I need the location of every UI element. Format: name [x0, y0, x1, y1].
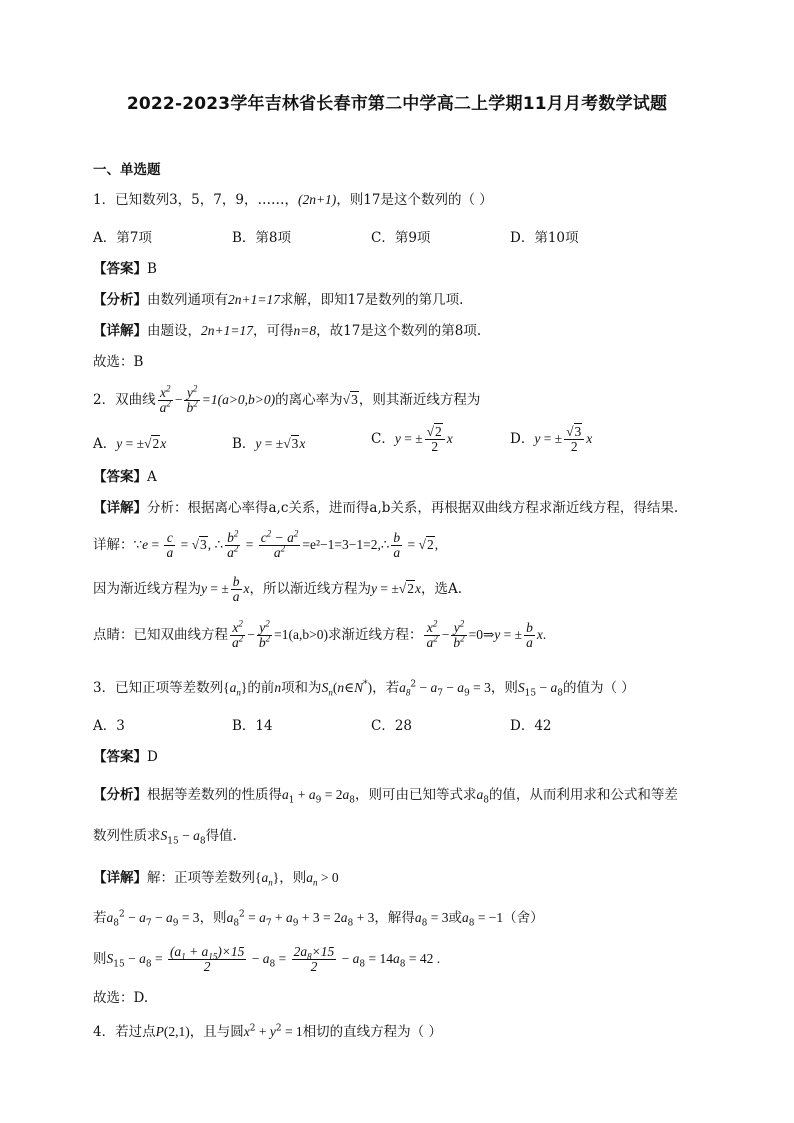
q1-final-value: B — [133, 354, 144, 370]
q2-detail-3: 因为渐近线方程为y = ± $\frac{b}{a}$ x，所以渐近线方程为y = ±√2x，选A. — [93, 574, 463, 604]
q2-detail3-b: ，所以渐近线方程为 — [249, 581, 372, 597]
q1-option-b: B．第8项 — [232, 230, 292, 246]
q3-answer — [93, 747, 158, 767]
q2-detail3-a: 因为渐近线方程为 — [93, 581, 201, 597]
answer-label: 【答案】 — [93, 261, 147, 277]
q2-stem-b: 的离心率为 — [275, 392, 343, 408]
q1-analysis-b: 求解，即知17是数列的第几项. — [279, 292, 464, 308]
q2-detail — [93, 498, 678, 518]
q2-answer-value: A — [147, 469, 157, 485]
fraction: $\frac{2a_8\times 15}{2}$ — [293, 944, 335, 974]
q2-note-b: =1(a,b>0)求渐近线方程： — [274, 627, 423, 642]
answer-label: 【答案】 — [93, 749, 147, 765]
q3-analysis-b: ，则可由已知等式求 — [354, 787, 477, 803]
fraction: $\frac{√2}{2}$ — [425, 425, 445, 454]
q2-detail-text: 分析：根据离心率得a,c关系，进而得a,b关系，再根据双曲线方程求渐近线方程，得结果. — [147, 500, 679, 516]
choose-label: 故选： — [93, 990, 134, 1006]
q1-option-c: C．第9项 — [371, 230, 431, 246]
fraction: $\frac{y^2}{b^2}$ — [258, 618, 271, 650]
fraction: $\frac{x^2}{a^2}$ — [159, 383, 171, 415]
q1-detail-a: 由题设， — [147, 323, 201, 339]
fraction: $\frac{x^2}{a^2}$ — [232, 618, 244, 650]
q2-detail2-prefix: 详解： — [93, 537, 134, 553]
q3-stem-f: 的值为（ ） — [562, 680, 635, 696]
fraction: $\frac{x^2}{a^2}$ — [426, 618, 438, 650]
q1-detail-expr1: 2n+1=17 — [201, 323, 253, 338]
q3-detail-a: 解：正项等差数列 — [147, 870, 255, 886]
q2-answer — [93, 467, 157, 487]
q2-option-a: A．y = ±√2x — [93, 436, 167, 452]
q3-detail-if: 若$a_8^2 - a_7 - a_9 = 3$，则$a_8^2 = a_7 + a_9 + 3 = 2a_8 + 3$，解得$a_8 = 3$或$a_8 = -1$（舍） — [93, 909, 544, 929]
q4-stem-c: 相切的直线方程为（ ） — [302, 1024, 442, 1040]
q1-stem-b: ，则17是这个数列的（ ） — [336, 192, 493, 208]
q3-detail-then: 则$S_{15} - a_8$ = $\frac{(a_1 + a_{15})\times 15}{2}$ − $a_8$ = $\frac{2a_8\times 15}{2}$ − $a_8 = 14a_8 = 42$ . — [93, 944, 441, 974]
q2-stem-cond: =1(a>0,b>0) — [201, 392, 276, 407]
q1-stem-a: 1．已知数列3，5，7，9，……， — [93, 192, 298, 208]
q3-detail-b: ，则 — [279, 870, 307, 886]
fraction: $\frac{b^2}{a^2}$ — [227, 528, 239, 560]
fraction: $\frac{b}{a}$ — [393, 530, 401, 560]
q1-detail-c: ，故17是这个数列的第8项. — [316, 323, 482, 339]
q1-final — [93, 352, 143, 372]
q1-analysis-expr: 2n+1=17 — [228, 292, 280, 307]
detail-label: 【详解】 — [93, 323, 147, 339]
q3-final — [93, 988, 148, 1008]
q1-answer-value: B — [147, 261, 157, 277]
fraction: $\frac{b}{a}$ — [526, 620, 533, 650]
q2-detail3-c: ，选A. — [420, 581, 463, 597]
q4-stem: 4．若过点P(2,1)，且与圆$x^2 + y^2 = 1$相切的直线方程为（ ） — [93, 1023, 442, 1040]
page-title: 2022-2023学年吉林省长春市第二中学高二上学期11月月考数学试题 — [126, 94, 668, 114]
analysis-label: 【分析】 — [93, 787, 147, 803]
q2-option-c: C．y = ± $\frac{√2}{2}$ x — [371, 424, 453, 454]
q1-analysis-a: 由数列通项有 — [147, 292, 228, 308]
q2-option-b-label: B． — [232, 436, 256, 452]
detail-label: 【详解】 — [93, 870, 147, 886]
q2-stem: 2．双曲线 $\frac{x^2}{a^2}$ − $\frac{y^2}{b^2}$ =1(a>0,b>0)的离心率为√3，则其渐近线方程为 — [93, 383, 481, 415]
q3-if-d: 或 — [448, 910, 462, 926]
q3-option-a: A．3 — [93, 718, 125, 734]
q3-option-c: C．28 — [371, 718, 413, 734]
fraction: $\frac{y^2}{b^2}$ — [186, 383, 198, 415]
q4-stem-a: 4．若过点 — [93, 1024, 156, 1040]
q2-detail-2: 详解：∵e = $\frac{c}{a}$ = √3, ∴ $\frac{b^2}{a^2}$ = $\frac{c^2 - a^2}{a^2}$ =e²−1=3−1=2,∴ $\frac{b}{a}$ = √2, — [93, 528, 439, 560]
q3-stem-c: 项和为 — [281, 680, 322, 696]
q4-stem-b: ，且与圆 — [189, 1024, 244, 1040]
q3-final-value: D. — [133, 990, 149, 1006]
q3-if-b: ，则 — [199, 910, 227, 926]
q1-option-d: D．第10项 — [510, 230, 579, 246]
q3-stem-e: ，则 — [490, 680, 518, 696]
q2-option-d: D．y = ± $\frac{√3}{2}$ x — [510, 424, 593, 454]
q3-if-c: ，解得 — [374, 910, 415, 926]
q1-analysis — [93, 290, 463, 310]
fraction: $\frac{y^2}{b^2}$ — [453, 618, 465, 650]
q3-option-b: B．14 — [232, 718, 273, 734]
q3-if-e: （舍） — [503, 910, 544, 926]
q3-stem-a: 3．已知正项等差数列 — [93, 680, 224, 696]
q3-analysis-a: 根据等差数列的性质得 — [147, 787, 282, 803]
sqrt-3: √3 — [342, 392, 358, 407]
q3-if-a: 若 — [93, 910, 107, 926]
q2-note-c: =0⇒ — [468, 627, 495, 642]
analysis-label: 【分析】 — [93, 292, 147, 308]
q1-detail-expr2: n=8 — [293, 323, 317, 338]
q2-stem-c: ，则其渐近线方程为 — [358, 392, 481, 408]
q1-answer — [93, 259, 157, 279]
q2-stem-a: 2．双曲线 — [93, 392, 156, 408]
q3-stem: 3．已知正项等差数列$\{a_n\}$的前n项和为$S_n(n\in N^*)$，若$a_8^2 - a_7 - a_9 = 3$，则$S_{15} - a_8$的值为（ ） — [93, 679, 635, 699]
fraction: $\frac{√3}{2}$ — [564, 425, 584, 454]
fraction: $\frac{(a_1 + a_{15})\times 15}{2}$ — [169, 944, 245, 974]
q2-option-d-label: D． — [510, 431, 535, 447]
q3-analysis-2: 数列性质求$S_{15} - a_8$得值. — [93, 828, 237, 847]
q1-detail-b: ，可得 — [252, 323, 294, 339]
q3-analysis-c: 的值，从而利用求和公式和等差 — [488, 787, 678, 803]
fraction: $\frac{c}{a}$ — [166, 530, 174, 560]
q3-analysis-line2-a: 数列性质求 — [93, 828, 161, 844]
q2-detail2-mid: =e²−1=3−1=2,∴ — [302, 537, 390, 552]
q3-answer-value: D — [147, 749, 158, 765]
q2-note: 点睛：已知双曲线方程 $\frac{x^2}{a^2}$ − $\frac{y^2}{b^2}$ =1(a,b>0)求渐近线方程： $\frac{x^2}{a^2}$ − $\frac{y^2}{b^2}$ =0⇒y = ± $\frac{b}{a}$ x. — [93, 618, 547, 650]
q1-stem — [93, 190, 493, 210]
detail-label: 【详解】 — [93, 500, 147, 516]
q3-analysis-line2-b: 得值. — [205, 828, 237, 844]
q3-option-d: D．42 — [510, 718, 552, 734]
q3-stem-b: 的前 — [247, 680, 275, 696]
q3-analysis: 【分析】根据等差数列的性质得$a_1 + a_9 = 2a_8$，则可由已知等式求$a_8$的值，从而利用求和公式和等差 — [93, 787, 678, 806]
q1-option-a: A．第7项 — [93, 230, 152, 246]
q2-option-b: B．y = ±√3x — [232, 436, 306, 452]
q3-then-label: 则 — [93, 951, 107, 967]
q2-note-a: 点睛：已知双曲线方程 — [93, 627, 228, 643]
answer-label: 【答案】 — [93, 469, 147, 485]
q3-stem-d: ，若 — [372, 680, 400, 696]
choose-label: 故选： — [93, 354, 134, 370]
q2-option-c-label: C． — [371, 431, 395, 447]
fraction: $\frac{c^2 - a^2}{a^2}$ — [260, 528, 299, 560]
q2-option-a-label: A． — [93, 436, 117, 452]
q1-detail — [93, 321, 481, 341]
q1-stem-expr: (2n+1) — [297, 192, 337, 207]
fraction: $\frac{b}{a}$ — [232, 574, 240, 604]
section-heading: 一、单选题 — [93, 162, 161, 178]
q3-detail: 【详解】解：正项等差数列$\{a_n\}$，则$a_n > 0$ — [93, 870, 339, 888]
